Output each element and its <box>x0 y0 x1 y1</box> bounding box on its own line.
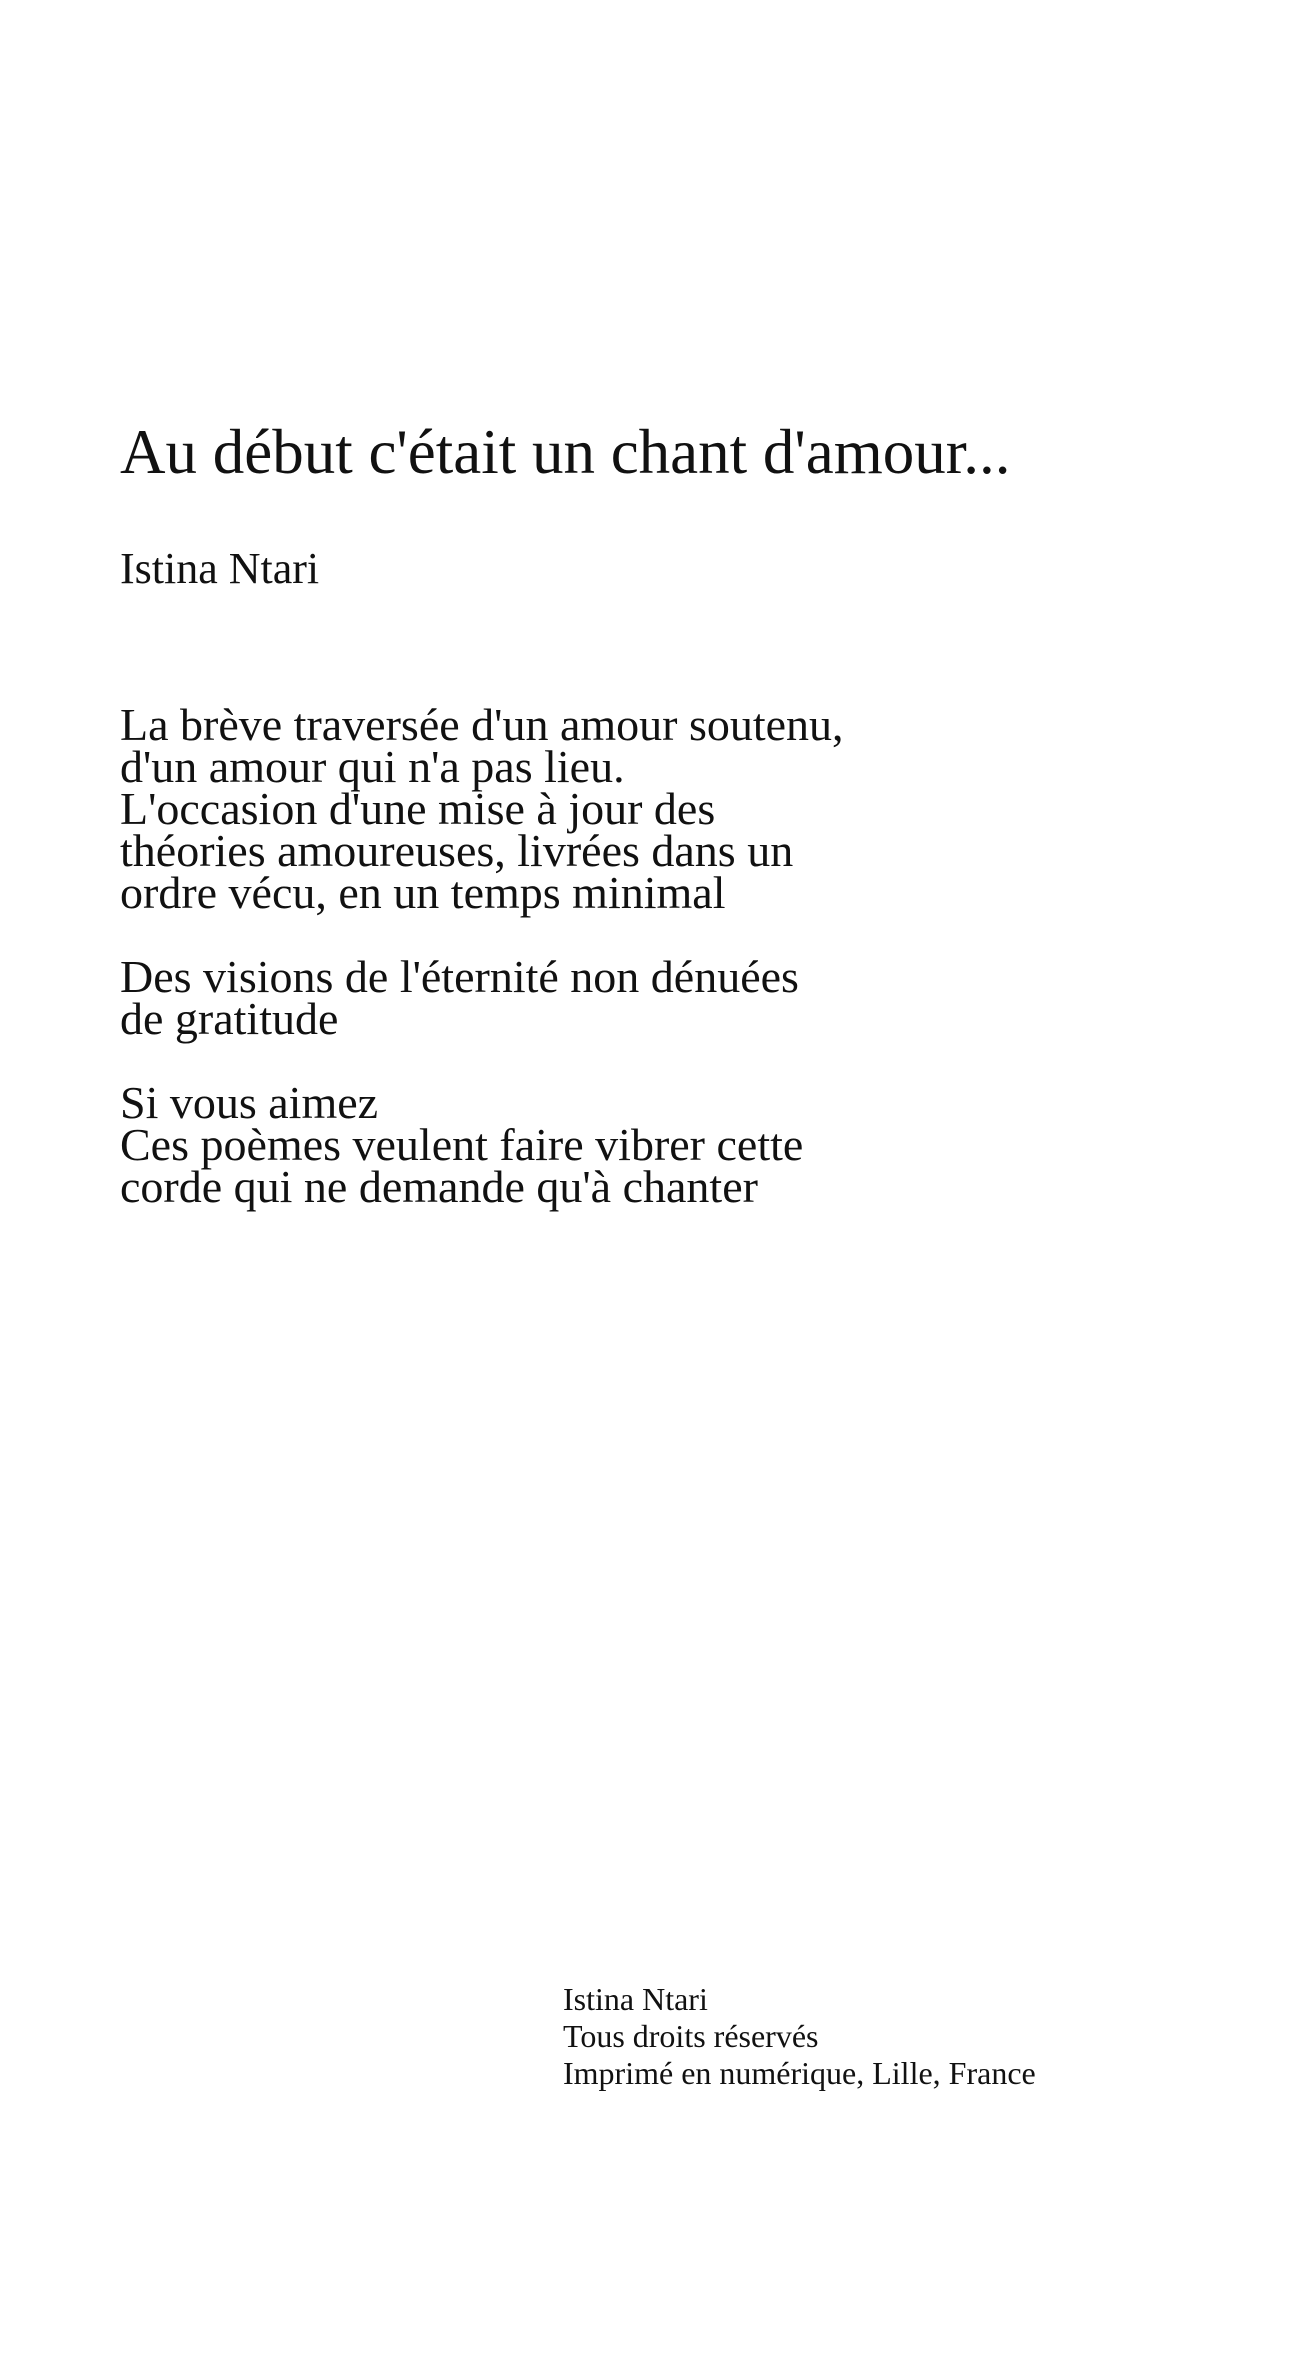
blurb-line: corde qui ne demande qu'à chanter <box>120 1161 758 1212</box>
blurb-line: Des visions de l'éternité non dénuées <box>120 951 799 1002</box>
colophon-author: Istina Ntari <box>563 1981 708 2017</box>
blurb-line: Si vous aimez <box>120 1077 379 1128</box>
blurb-line: ordre vécu, en un temps minimal <box>120 867 726 918</box>
blurb-line: La brève traversée d'un amour soutenu, <box>120 699 844 750</box>
blurb-line: théories amoureuses, livrées dans un <box>120 825 794 876</box>
book-author: Istina Ntari <box>120 544 320 593</box>
blurb-paragraph <box>120 951 1020 1044</box>
blurb-line: L'occasion d'une mise à jour des <box>120 783 716 834</box>
colophon <box>563 1981 1036 2092</box>
colophon-rights: Tous droits réservés <box>563 2018 819 2054</box>
colophon-printing: Imprimé en numérique, Lille, France <box>563 2055 1036 2091</box>
blurb-paragraph <box>120 1077 1020 1212</box>
blurb-line: Ces poèmes veulent faire vibrer cette <box>120 1119 804 1170</box>
blurb-line: de gratitude <box>120 993 339 1044</box>
book-blurb <box>120 699 1020 1250</box>
blurb-paragraph <box>120 699 1020 918</box>
blurb-line: d'un amour qui n'a pas lieu. <box>120 741 625 792</box>
book-title: Au début c'était un chant d'amour... <box>120 417 1011 487</box>
